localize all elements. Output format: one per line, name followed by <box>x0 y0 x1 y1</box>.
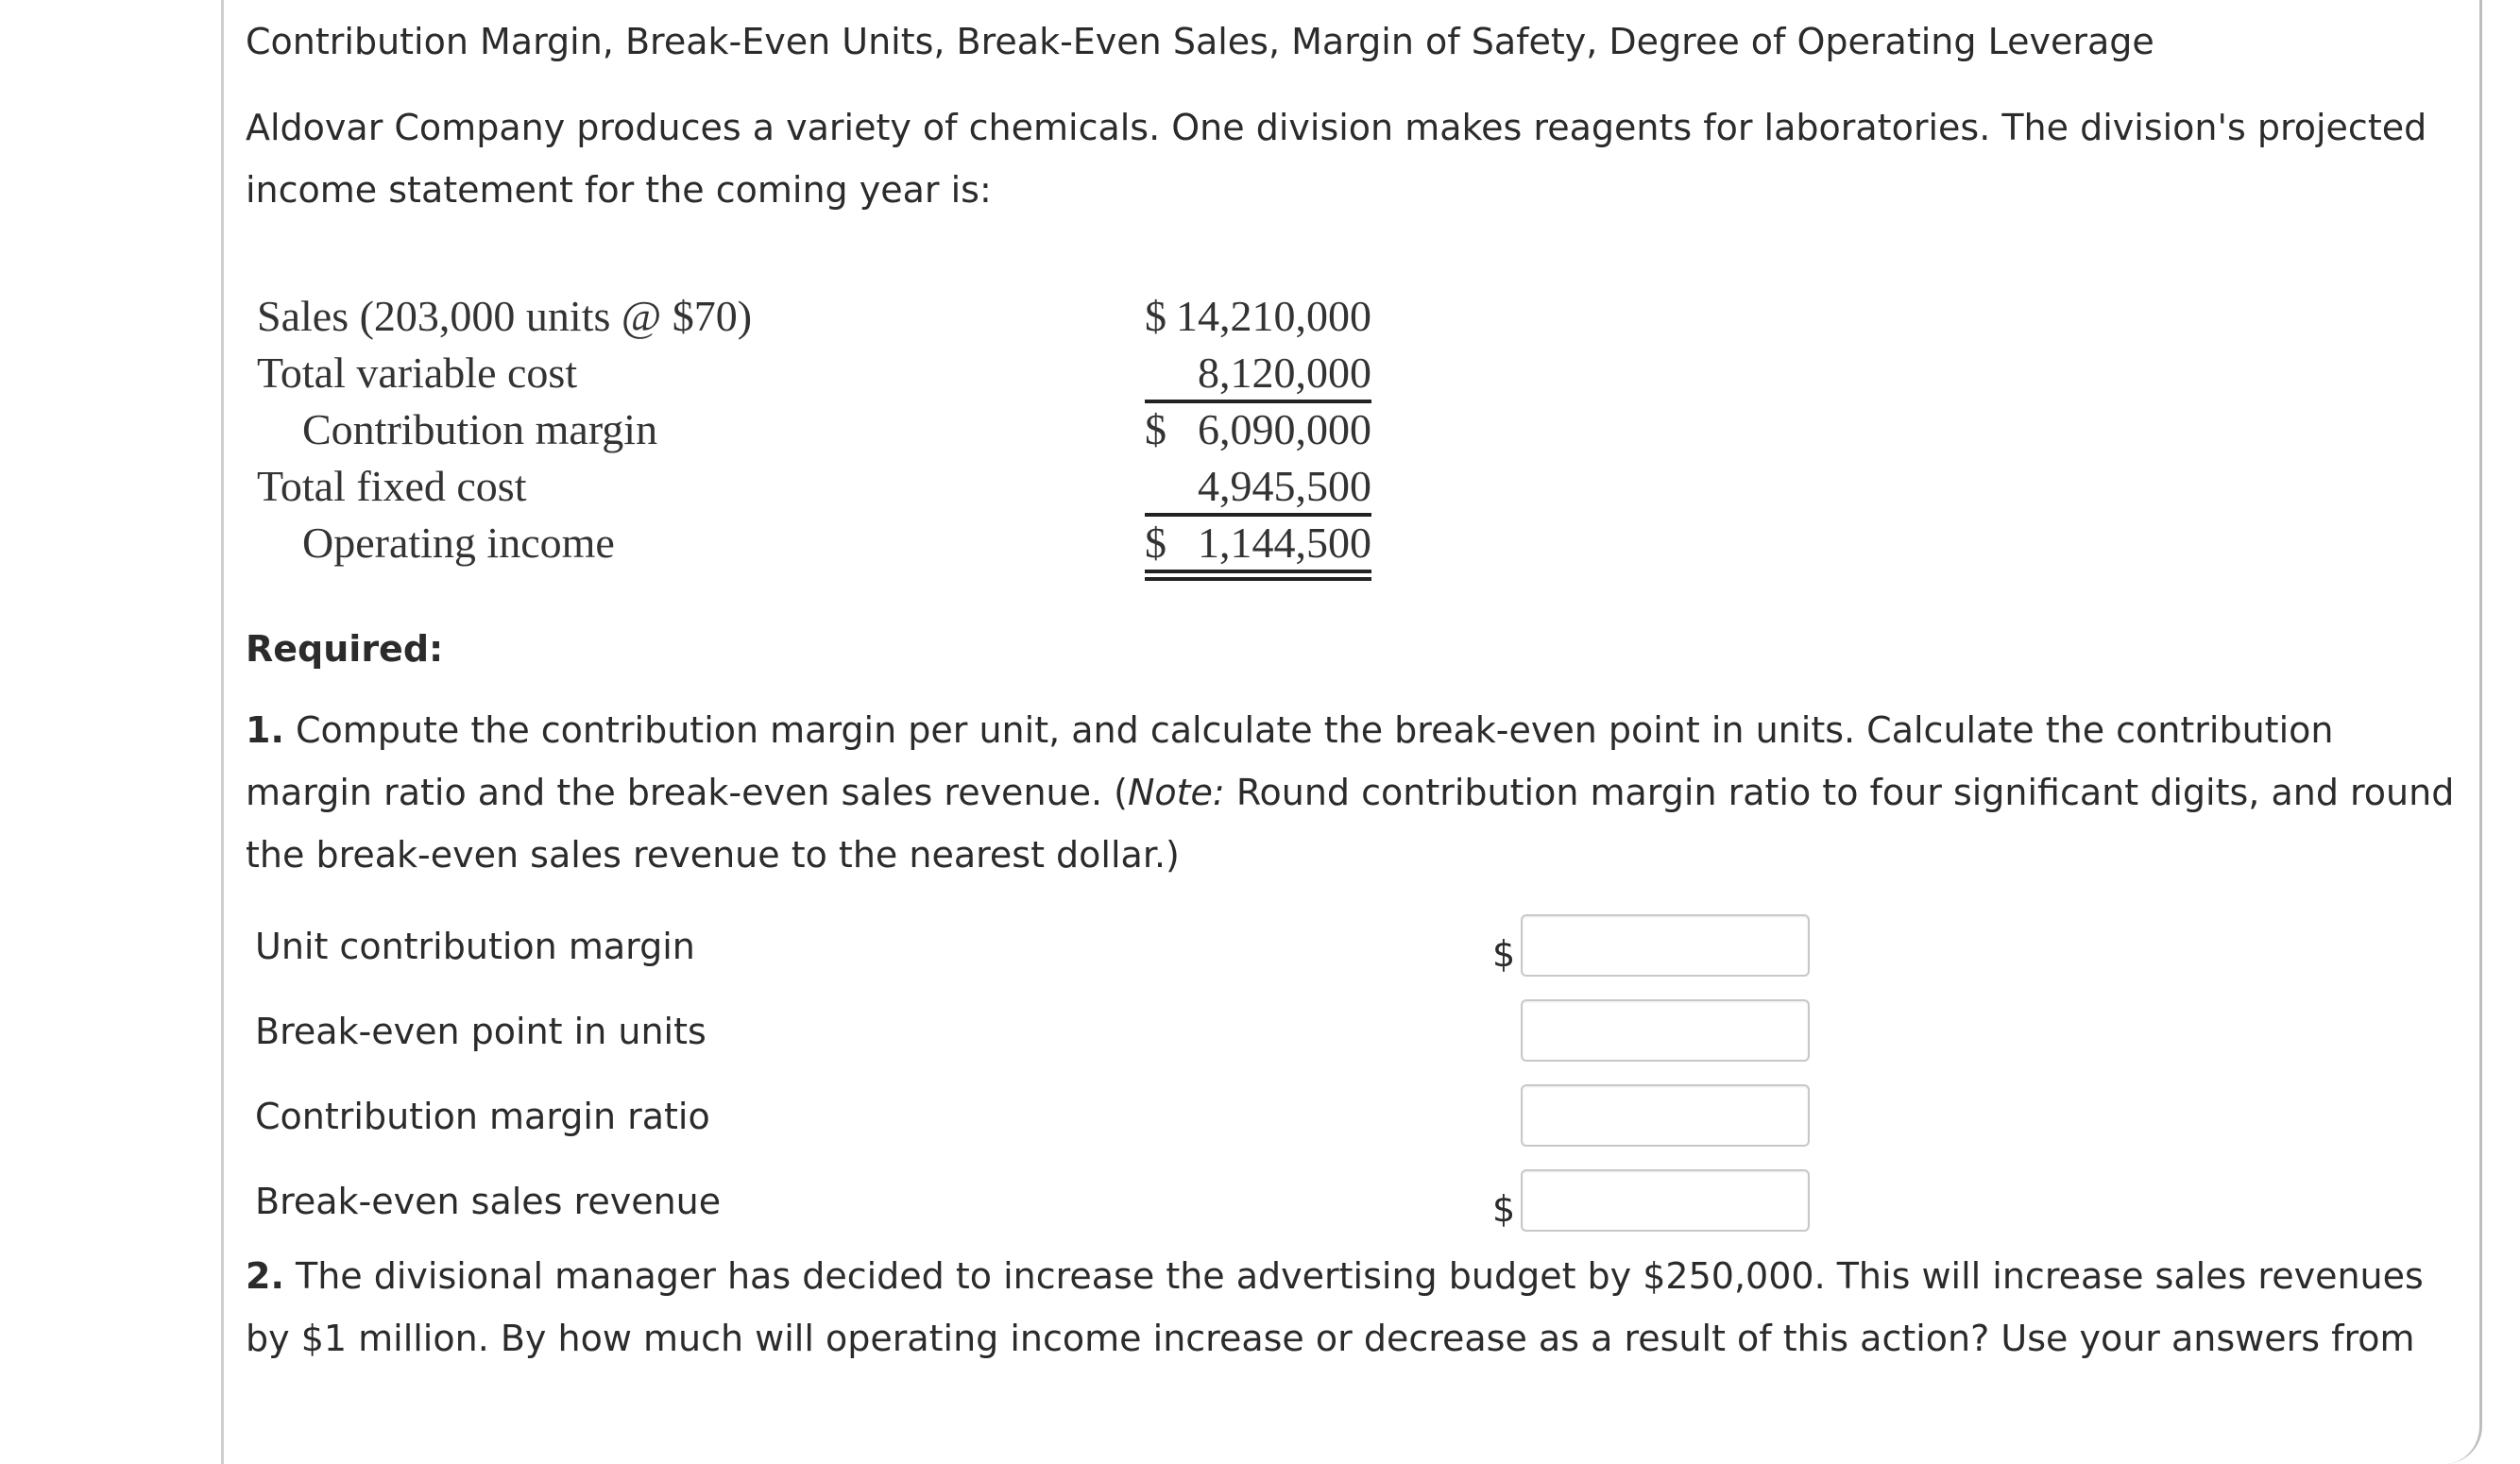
amount: 4,945,500 <box>1198 462 1371 510</box>
amount: 6,090,000 <box>1198 405 1371 453</box>
cm-ratio-input[interactable] <box>1521 1084 1810 1147</box>
currency-symbol: $ <box>1492 1188 1516 1230</box>
currency-symbol: $ <box>1492 933 1516 975</box>
total-double-rule-top <box>1145 570 1371 573</box>
question-1-text <box>246 699 2465 886</box>
statement-value <box>1145 345 1371 401</box>
statement-row-fixed-cost <box>257 458 1485 515</box>
problem-intro: Aldovar Company produces a variety of chemicals. One division makes reagents for laboratories. The division's projected income statement for the coming year is: <box>246 107 2427 211</box>
statement-row-contribution-margin <box>257 401 1485 458</box>
breakeven-sales-input[interactable] <box>1521 1169 1810 1232</box>
statement-row-operating-income <box>257 515 1485 571</box>
amount: 14,210,000 <box>1176 292 1371 340</box>
total-double-rule-bottom <box>1145 577 1371 581</box>
statement-row-variable-cost <box>257 345 1485 401</box>
problem-title: Contribution Margin, Break-Even Units, Break-Even Sales, Margin of Safety, Degree of Operating Leverage <box>246 21 2154 62</box>
question-text: Compute the contribution margin per unit, and calculate the break-even point in units. Calculate the contribution margin ratio and the break-even sales revenue. ( <box>246 709 2334 813</box>
statement-label: Total fixed cost <box>257 462 527 510</box>
note-label: Note: <box>1127 772 1225 813</box>
statement-value <box>1145 288 1371 345</box>
amount: 8,120,000 <box>1198 349 1371 397</box>
amount: 1,144,500 <box>1198 519 1371 567</box>
question-2-text <box>246 1245 2465 1370</box>
required-heading: Required: <box>246 628 444 670</box>
answer-row-breakeven-sales <box>255 1169 1823 1235</box>
breakeven-units-input[interactable] <box>1521 999 1810 1062</box>
dollar-sign: $ <box>1145 519 1166 567</box>
question-text-note: Round contribution margin ratio to four significant digits, and round the break-even sales revenue to the nearest dollar.) <box>246 772 2455 876</box>
answer-label: Break-even point in units <box>255 1011 707 1052</box>
unit-contribution-margin-input[interactable] <box>1521 914 1810 977</box>
dollar-sign: $ <box>1145 292 1166 340</box>
statement-label: Operating income <box>302 519 615 567</box>
answer-label: Contribution margin ratio <box>255 1096 710 1137</box>
statement-label: Total variable cost <box>257 349 578 397</box>
statement-row-sales <box>257 288 1485 345</box>
question-text: The divisional manager has decided to increase the advertising budget by $250,000. This will increase sales revenues by $1 million. By how much will operating income increase or decrease as a result of this action? Use your answers from <box>246 1255 2424 1359</box>
dollar-sign: $ <box>1145 405 1166 453</box>
statement-label: Contribution margin <box>302 405 658 453</box>
answer-label: Break-even sales revenue <box>255 1181 722 1222</box>
income-statement <box>257 288 1636 581</box>
answer-row-unit-cm <box>255 914 1823 980</box>
statement-label: Sales (203,000 units @ $70) <box>257 292 753 340</box>
question-number: 1. <box>246 709 284 751</box>
statement-value <box>1145 401 1371 458</box>
answer-label: Unit contribution margin <box>255 926 695 967</box>
answer-row-cm-ratio <box>255 1084 1823 1150</box>
statement-value <box>1145 515 1371 571</box>
statement-value <box>1145 458 1371 515</box>
answer-row-breakeven-units <box>255 999 1823 1065</box>
question-number: 2. <box>246 1255 284 1297</box>
